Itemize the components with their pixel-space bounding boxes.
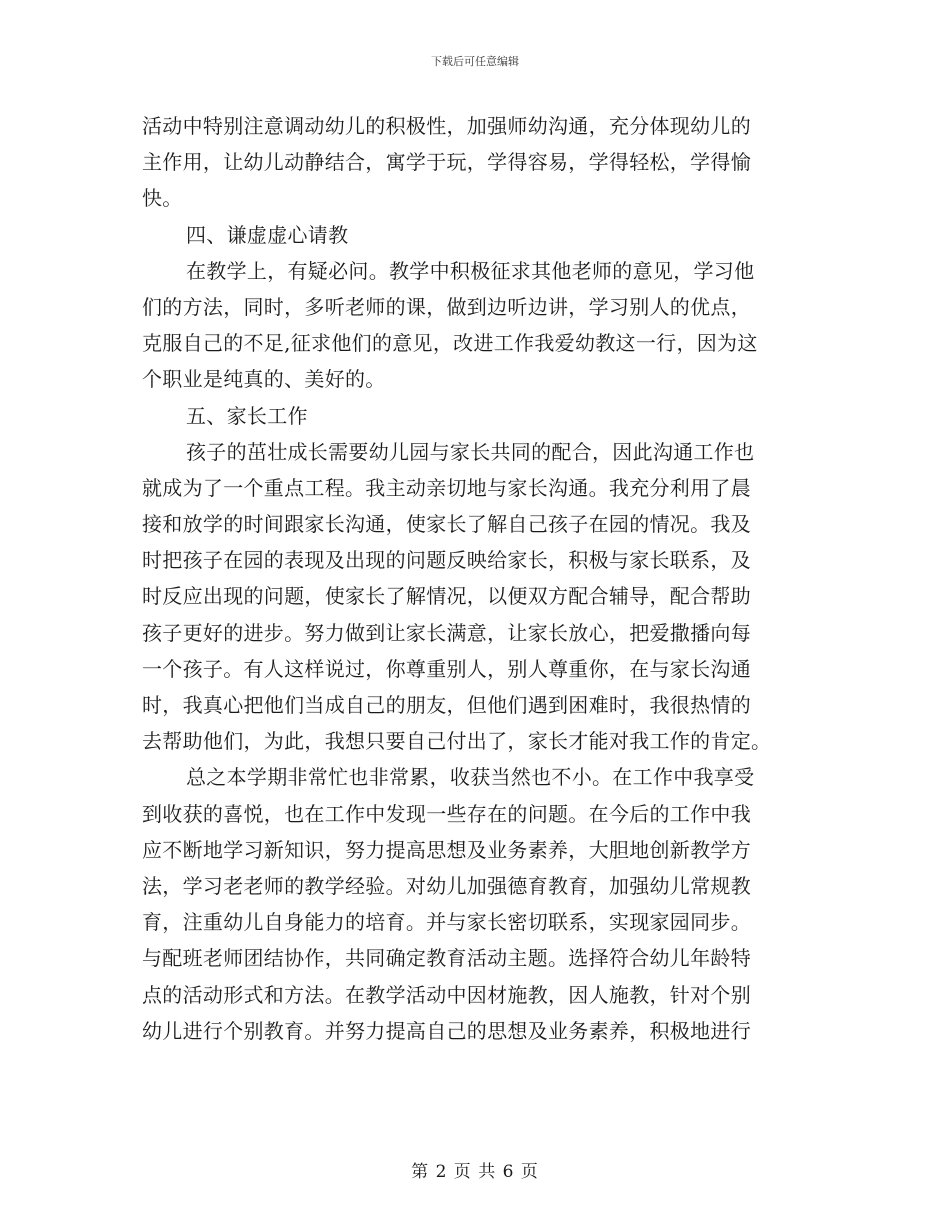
text-line: 去帮助他们，为此，我想只要自己付出了，家长才能对我工作的肯定。 [142,729,772,754]
text-line: 在教学上，有疑必问。教学中积极征求其他老师的意见，学习他 [186,258,755,283]
text-line: 时，我真心把他们当成自己的朋友，但他们遇到困难时，我很热情的 [142,693,751,717]
text-line: 五、家长工作 [186,403,308,428]
text-line: 个职业是纯真的、美好的。 [142,367,386,392]
text-line: 们的方法，同时，多听老师的课，做到边听边讲，学习别人的优点， [142,294,751,319]
page-header-note: 下载后可任意编辑 [431,55,519,68]
text-line: 时反应出现的问题，使家长了解情况，以便双方配合辅导，配合帮助 [142,584,751,609]
text-line: 克服自己的不足,征求他们的意见，改进工作我爱幼教这一行，因为这 [142,331,758,356]
text-line: 法，学习老老师的教学经验。对幼儿加强德育教育，加强幼儿常规教 [142,873,751,898]
text-line: 到收获的喜悦，也在工作中发现一些存在的问题。在今后的工作中我 [142,801,751,826]
text-line: 总之本学期非常忙也非常累，收获当然也不小。在工作中我享受 [186,765,755,790]
document-body [142,108,812,1049]
text-line: 就成为了一个重点工程。我主动亲切地与家长沟通。我充分利用了晨 [142,475,751,500]
text-line: 幼儿进行个别教育。并努力提高自己的思想及业务素养，积极地进行 [142,1018,751,1043]
text-line: 快。 [142,186,183,211]
text-line: 孩子更好的进步。努力做到让家长满意，让家长放心，把爱撒播向每 [142,620,751,645]
text-line: 四、谦虚虚心请教 [186,222,349,247]
text-line: 活动中特别注意调动幼儿的积极性，加强师幼沟通，充分体现幼儿的 [142,114,751,138]
text-line: 一个孩子。有人这样说过，你尊重别人，别人尊重你，在与家长沟通 [142,656,751,681]
text-line: 点的活动形式和方法。在教学活动中因材施教，因人施教，针对个别 [142,982,751,1007]
text-line: 孩子的茁壮成长需要幼儿园与家长共同的配合，因此沟通工作也 [186,439,755,464]
text-line: 接和放学的时间跟家长沟通，使家长了解自己孩子在园的情况。我及 [142,512,751,537]
text-line: 育，注重幼儿自身能力的培育。并与家长密切联系，实现家园同步。 [142,910,751,935]
text-line: 与配班老师团结协作，共同确定教育活动主题。选择符合幼儿年龄特 [142,946,751,971]
text-line: 应不断地学习新知识，努力提高思想及业务素养，大胆地创新教学方 [142,837,751,862]
text-line: 时把孩子在园的表现及出现的问题反映给家长，积极与家长联系，及 [142,548,751,573]
text-line: 主作用，让幼儿动静结合，寓学于玩，学得容易，学得轻松，学得愉 [142,150,751,175]
page-number: 第 2 页 共 6 页 [411,1162,539,1182]
